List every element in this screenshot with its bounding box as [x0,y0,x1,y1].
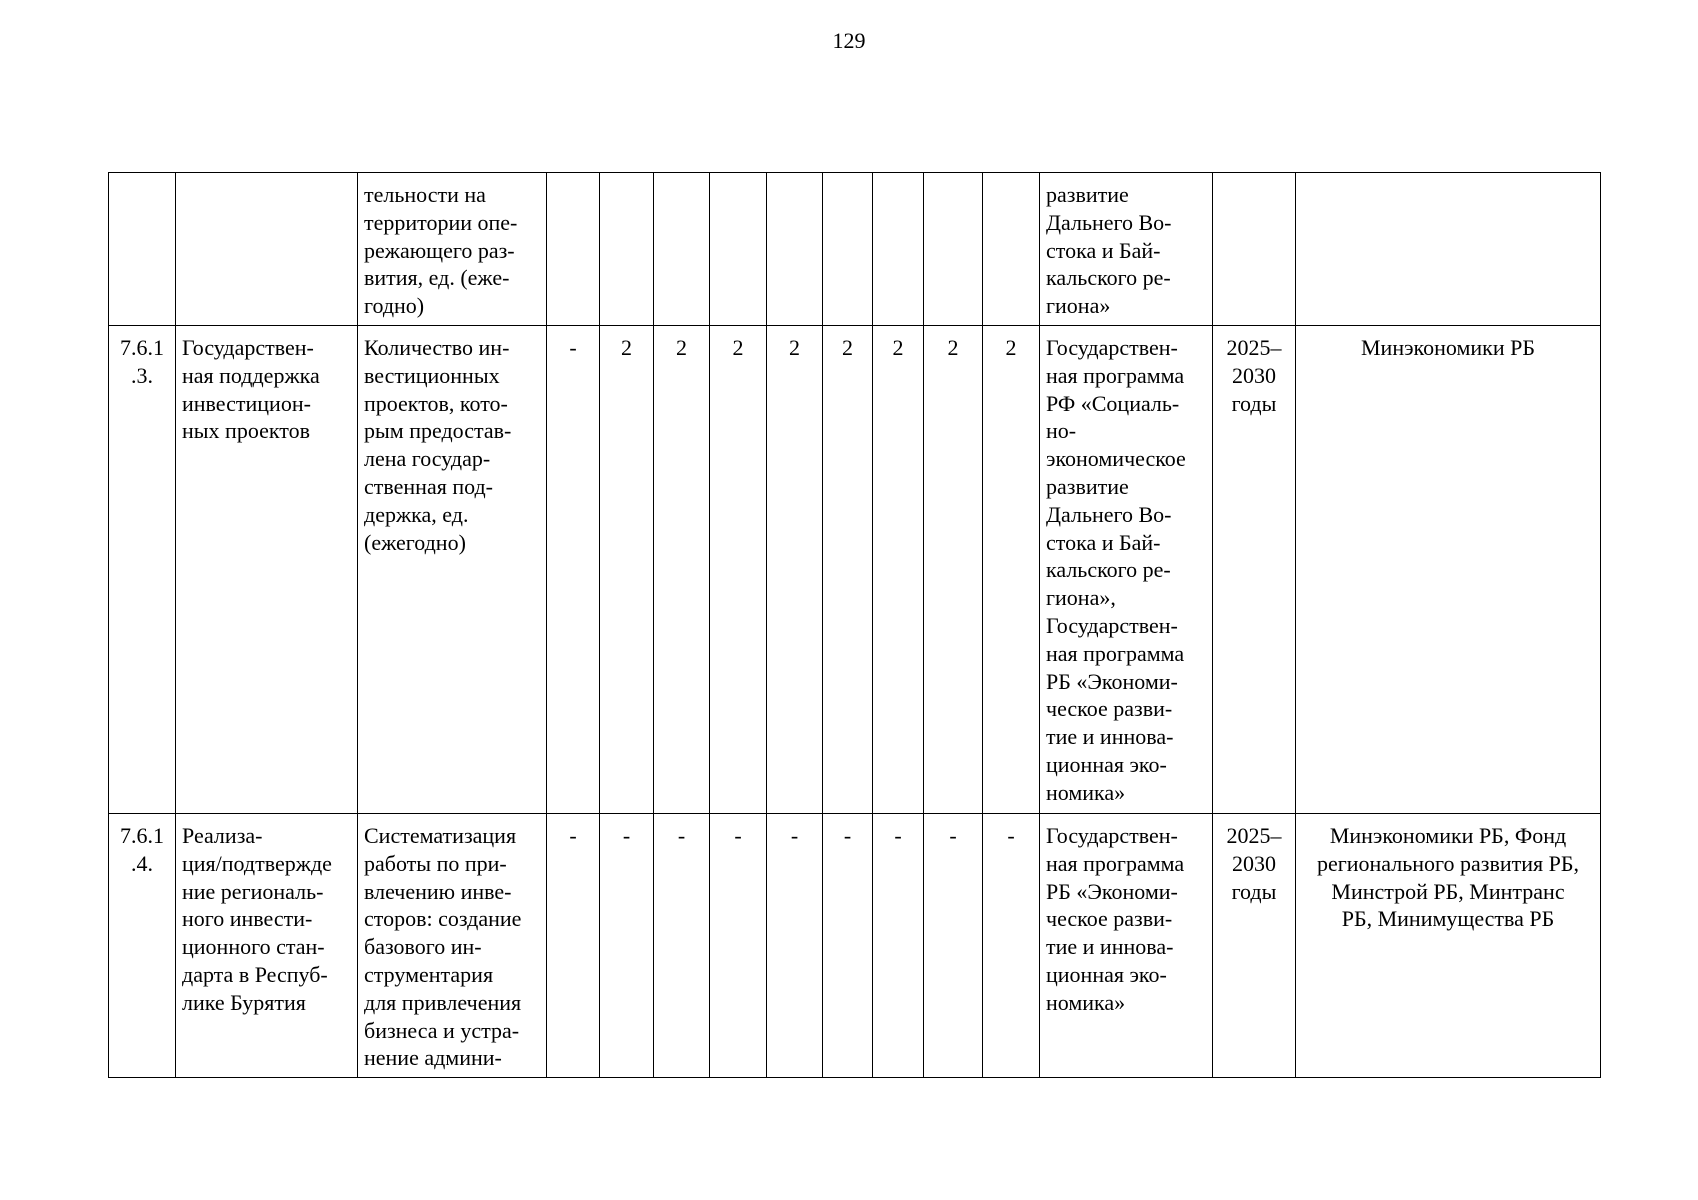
cell-program-line: экономическое [1046,446,1186,472]
cell-indicator-line: тельности на [364,182,486,207]
cell-indicator-line: лена государ- [364,446,491,472]
cell-value: - [654,814,710,1078]
cell-value [983,173,1040,326]
cell-indicator-line: режающего раз- [364,237,515,263]
cell-indicator [358,814,547,1078]
cell-value: 2 [767,326,823,814]
cell-responsible-line: Минэкономики РБ, Фонд [1329,823,1567,848]
cell-measure-name [176,326,358,814]
cell-measure-name-line: инвестицион- [182,390,311,416]
cell-indicator-line: нение админи- [364,1045,502,1071]
cell-value: - [600,814,654,1078]
cell-program-line: ционная эко- [1046,751,1167,777]
cell-measure-name-line: ние региональ- [182,878,324,904]
cell-program [1040,326,1213,814]
cell-indicator [358,173,547,326]
cell-responsible-line: Минстрой РБ, Минтранс [1331,878,1565,904]
cell-value: - [924,814,983,1078]
cell-indicator-line: влечению инве- [364,878,512,904]
cell-period-line: 2030 [1232,362,1276,388]
cell-measure-name-line: Реализа- [182,823,263,848]
cell-code-line: .4. [131,850,153,876]
cell-program-line: ная программа [1046,362,1185,388]
cell-program-line: Дальнего Во- [1046,209,1172,235]
cell-value: 2 [924,326,983,814]
cell-responsible [1296,326,1601,814]
cell-indicator-line: работы по при- [364,850,507,876]
cell-program-line: ческое разви- [1046,906,1173,932]
cell-period [1213,173,1296,326]
cell-indicator-line: Систематизация [364,823,517,848]
cell-value: 2 [654,326,710,814]
cell-indicator-line: вития, ед. (еже- [364,265,510,291]
cell-responsible-line: регионального развития РБ, [1316,850,1580,876]
cell-responsible-line: РБ, Минимущества РБ [1341,906,1555,932]
cell-program-line: ная программа [1046,850,1185,876]
cell-indicator-line: (ежегодно) [364,529,466,555]
cell-indicator-line: для привлечения [364,989,522,1015]
cell-period-line: годы [1231,390,1277,416]
cell-program-line: тие и иннова- [1046,934,1174,960]
cell-program-line: кальского ре- [1046,557,1171,583]
cell-code-line: 7.6.1 [120,335,164,360]
cell-value: 2 [823,326,873,814]
cell-program [1040,814,1213,1078]
cell-value [924,173,983,326]
cell-value: - [823,814,873,1078]
cell-code [109,173,176,326]
cell-program-line: Государствен- [1046,612,1178,638]
cell-program-line: РБ «Экономи- [1046,878,1178,904]
table-row-continuation [109,173,1601,326]
cell-indicator-line: рым предостав- [364,418,512,444]
cell-value [710,173,767,326]
cell-program-line: РБ «Экономи- [1046,668,1178,694]
cell-period [1213,814,1296,1078]
cell-program-line: Государствен- [1046,335,1178,360]
cell-program-line: Дальнего Во- [1046,501,1172,527]
cell-indicator-line: бизнеса и устра- [364,1017,520,1043]
cell-measure-name-line: ного инвести- [182,906,313,932]
cell-code [109,326,176,814]
cell-value [823,173,873,326]
cell-value: - [873,814,924,1078]
cell-program [1040,173,1213,326]
cell-period-line: годы [1231,878,1277,904]
data-table [108,172,1601,1078]
cell-code [109,814,176,1078]
cell-indicator-line: базового ин- [364,934,482,960]
cell-value [767,173,823,326]
cell-program-line: гиона», [1046,585,1116,611]
cell-measure-name-line: дарта в Респуб- [182,961,328,987]
cell-value: 2 [873,326,924,814]
cell-measure-name-line: ция/подтвержде [182,850,332,876]
cell-value: - [547,814,600,1078]
cell-period-line: 2030 [1232,850,1276,876]
cell-indicator-line: держка, ед. [364,501,469,527]
cell-program-line: тие и иннова- [1046,724,1174,750]
cell-indicator-line: вестиционных [364,362,500,388]
cell-program-line: номика» [1046,779,1126,805]
cell-measure-name-line: лике Бурятия [182,989,306,1015]
cell-code-line: .3. [131,362,153,388]
cell-period-line: 2025– [1226,823,1282,848]
cell-measure-name-line: ционного стан- [182,934,325,960]
cell-program-line: ная программа [1046,640,1185,666]
cell-program-line: стока и Бай- [1046,529,1161,555]
cell-program-line: но- [1046,418,1077,444]
cell-program-line: гиона» [1046,293,1111,319]
cell-indicator-line: ственная под- [364,473,493,499]
cell-program-line: стока и Бай- [1046,237,1161,263]
cell-program-line: Государствен- [1046,823,1178,848]
cell-measure-name [176,173,358,326]
cell-value [600,173,654,326]
cell-responsible [1296,173,1601,326]
cell-value [873,173,924,326]
cell-value: - [547,326,600,814]
cell-indicator-line: струментария [364,961,494,987]
table-row-7-6-1-3 [109,326,1601,814]
cell-value [654,173,710,326]
cell-responsible-line: Минэкономики РБ [1360,335,1535,360]
cell-period [1213,326,1296,814]
cell-measure-name-line: Государствен- [182,335,314,360]
page-number: 129 [832,28,866,53]
cell-indicator-line: проектов, кото- [364,390,508,416]
cell-value: 2 [983,326,1040,814]
cell-value: 2 [710,326,767,814]
cell-indicator [358,326,547,814]
cell-program-line: кальского ре- [1046,265,1171,291]
cell-indicator-line: сторов: создание [364,906,522,932]
cell-indicator-line: Количество ин- [364,335,510,360]
cell-value: - [767,814,823,1078]
cell-responsible [1296,814,1601,1078]
cell-program-line: развитие [1046,473,1129,499]
table-row-7-6-1-4 [109,814,1601,1078]
cell-value: - [983,814,1040,1078]
cell-code-line: 7.6.1 [120,823,164,848]
cell-program-line: номика» [1046,989,1126,1015]
cell-period-line: 2025– [1226,335,1282,360]
cell-program-line: РФ «Социаль- [1046,390,1180,416]
cell-value: - [710,814,767,1078]
cell-measure-name-line: ных проектов [182,418,310,444]
cell-measure-name-line: ная поддержка [182,362,320,388]
cell-indicator-line: годно) [364,293,425,319]
cell-value: 2 [600,326,654,814]
cell-program-line: ческое разви- [1046,696,1173,722]
cell-program-line: развитие [1046,182,1129,207]
cell-measure-name [176,814,358,1078]
cell-program-line: ционная эко- [1046,961,1167,987]
cell-indicator-line: территории опе- [364,209,518,235]
cell-value [547,173,600,326]
